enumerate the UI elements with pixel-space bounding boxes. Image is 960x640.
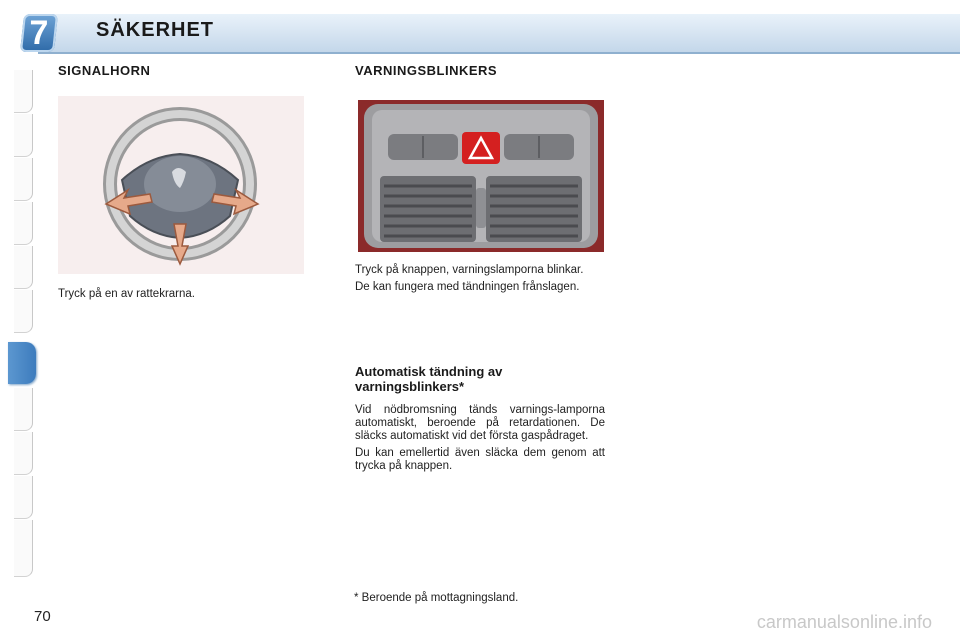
steering-wheel-illustration: [58, 96, 304, 274]
chapter-tabs: [14, 70, 32, 576]
automatisk-heading: Automatisk tändning av varningsblinkers*: [355, 364, 503, 394]
signalhorn-text: Tryck på en av rattekrarna.: [58, 288, 195, 300]
automatisk-paragraph-1: Vid nödbromsning tänds varnings-lamporna automatiskt, beroende på retardationen. De släcks automatiskt vid det första gaspådraget.: [355, 404, 605, 442]
chapter-tab[interactable]: [14, 476, 33, 519]
footnote: * Beroende på mottagningsland.: [354, 592, 519, 604]
chapter-tab[interactable]: [14, 114, 33, 157]
varningsblinkers-paragraph-2: De kan fungera med tändningen frånslagen.: [355, 281, 580, 293]
chapter-tab[interactable]: [14, 534, 33, 577]
chapter-tab[interactable]: [14, 246, 33, 289]
varningsblinkers-text: [355, 264, 605, 298]
chapter-number: 7: [29, 14, 49, 52]
signalhorn-heading: SIGNALHORN: [58, 63, 151, 78]
automatisk-paragraph-2: Du kan emellertid även släcka dem genom att trycka på knappen.: [355, 447, 605, 472]
varningsblinkers-heading: VARNINGSBLINKERS: [355, 63, 498, 78]
varningsblinkers-paragraph-1: Tryck på knappen, varningslamporna blinkar.: [355, 264, 584, 276]
chapter-tab[interactable]: [14, 388, 33, 431]
chapter-tab[interactable]: [14, 432, 33, 475]
chapter-tab[interactable]: [14, 202, 33, 245]
chapter-tab[interactable]: [14, 290, 33, 333]
chapter-tab[interactable]: [14, 70, 33, 113]
chapter-tab[interactable]: [14, 158, 33, 201]
watermark-text: carmanualsonline.info: [756, 612, 932, 632]
dashboard-hazard-illustration: [358, 100, 604, 252]
automatisk-text: [355, 404, 605, 477]
section-title: SÄKERHET: [96, 19, 215, 41]
page-number: 70: [34, 608, 51, 625]
chapter-tab-active[interactable]: [8, 342, 36, 384]
